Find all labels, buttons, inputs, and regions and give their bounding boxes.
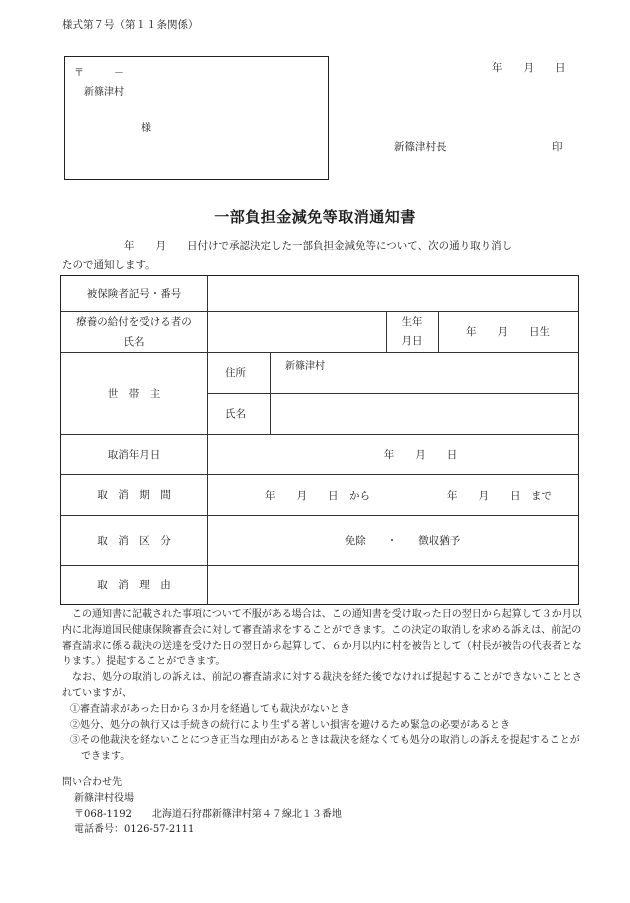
cancel-date-field: 年 月 日 — [383, 448, 458, 461]
postal-code-field: 〒 － — [74, 68, 124, 79]
address-label: 住所 — [225, 367, 246, 379]
insured-number-label: 被保険者記号・番号 — [86, 288, 182, 300]
cancel-type-options: 免除 ・ 徴収猶予 — [344, 534, 461, 547]
birth-label-line1: 生年 — [401, 315, 423, 328]
form-number: 様式第７号（第１１条関係） — [62, 19, 199, 31]
address-village: 新篠津村 — [84, 87, 124, 98]
cancel-period-from: 年 月 日 から — [265, 490, 370, 502]
contact-phone: 電話番号：0126-57-2111 — [74, 824, 195, 836]
contact-postal-address: 〒068-1192 北海道石狩郡新篠津村第４７線北１３番地 — [74, 808, 342, 820]
cancel-type-label: 取 消 区 分 — [97, 534, 171, 547]
intro-line-2: たので通知します。 — [62, 259, 156, 271]
cancel-period-to: 年 月 日 まで — [447, 490, 552, 502]
name-label: 氏名 — [225, 408, 246, 420]
notice-paragraph-1: この通知書に記載された事項について不服がある場合は、この通知書を受け取った日の翌日から起算して３か月以内に北海道国民健康保険審査会に対して審査請求をすることができます。この決定の取消しを求める訴えは、前記の審査請求に係る裁決の送達を受けた日の翌日から起算して、６か月以内に村を被告として（村長が被告の代表者となります。）提起することができます。 — [62, 609, 582, 668]
cancel-reason-field — [207, 565, 578, 604]
birth-label — [386, 311, 438, 352]
householder-name-field — [270, 393, 578, 434]
recipient-label-line2: 氏名 — [123, 335, 145, 348]
recipient-label-line1: 療養の給付を受ける者の — [76, 315, 192, 328]
intro-line-1: 年 月 日付けで承認決定した一部負担金減免等について、次の通り取り消し — [124, 240, 513, 252]
householder-label: 世 帯 主 — [107, 387, 161, 400]
issue-date: 年 月 日 — [492, 62, 566, 74]
notice-item-2: ②処分、処分の執行又は手続きの続行により生ずる著しい損害を避けるため緊急の必要があるとき — [70, 719, 510, 731]
cancel-date-label: 取消年月日 — [107, 448, 161, 461]
contact-heading: 問い合わせ先 — [62, 777, 122, 788]
notice-paragraph-2: なお、処分の取消しの訴えは、前記の審査請求に対する裁決を経た後でなければ提起することができないこととされていますが、 — [62, 672, 582, 699]
cancel-period-label: 取 消 期 間 — [97, 489, 171, 501]
cancellation-table — [60, 275, 579, 605]
addressee-honorific: 様 — [141, 123, 151, 134]
cancel-reason-label: 取 消 理 由 — [97, 579, 171, 591]
recipient-name-field — [207, 311, 386, 352]
notice-item-3: ③その他裁決を経ないことにつき正当な理由があるときは裁決を経なくても処分の取消しの訴えを提起することができます。 — [70, 735, 580, 763]
contact-info — [62, 775, 342, 838]
appeal-notice — [62, 607, 582, 765]
notice-item-1: ①審査請求があった日から３か月を経過しても裁決がないとき — [70, 703, 350, 715]
address-box — [64, 56, 329, 180]
birth-date-field: 年 月 日生 — [466, 326, 550, 338]
insured-number-field — [207, 276, 578, 311]
address-field: 新篠津村 — [285, 361, 325, 372]
sender-title: 新篠津村長 — [394, 141, 447, 153]
contact-office: 新篠津村役場 — [74, 792, 134, 804]
recipient-name-label — [61, 311, 207, 352]
birth-label-line2: 月日 — [401, 334, 423, 347]
seal-mark: 印 — [552, 141, 563, 153]
document-title: 一部負担金減免等取消通知書 — [214, 208, 416, 226]
